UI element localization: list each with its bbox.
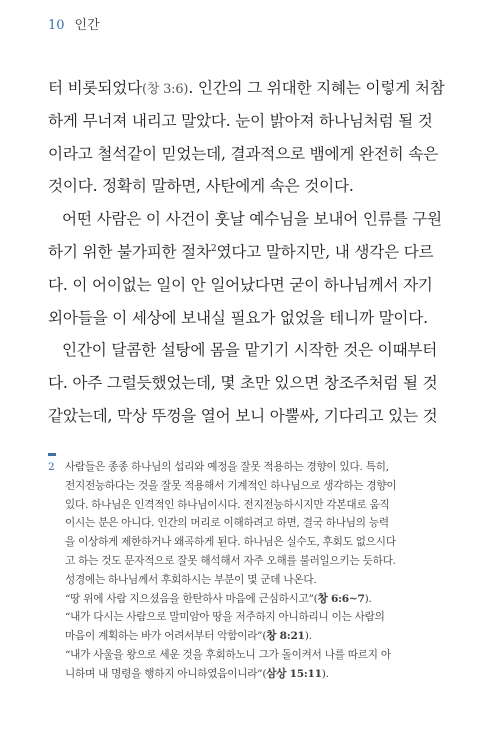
text-run: . 인간의 그 위대한 지혜는 이렇게 처참: [188, 79, 445, 97]
footnote-line: 전지전능하다는 것을 잘못 적용해서 기계적인 하나님으로 생각하는 경향이: [65, 479, 397, 492]
scripture-ref: 창 8:21: [266, 630, 305, 643]
body-line: [48, 72, 458, 105]
body-line: 외아들을 이 세상에 보내실 필요가 없었을 테니까 말이다.: [48, 308, 428, 327]
footnote-line: 사람들은 종종 하나님의 섭리와 예정을 잘못 적용하는 경향이 있다. 특히,: [65, 461, 389, 473]
footnote-divider: [48, 453, 56, 456]
text-run: 마음이 계획하는 바가 어려서부터 악함이라”(: [65, 630, 267, 643]
footnote-marker[interactable]: 2: [210, 243, 217, 254]
page-number: 10: [48, 18, 65, 33]
footnote-line: [65, 627, 464, 646]
footnote-line: 고 하는 것도 문자적으로 잘못 해석해서 자주 오해를 불러일으키는 듯하다.: [65, 554, 396, 567]
body-line: 같았는데, 막상 뚜껑을 열어 보니 아뿔싸, 기다리고 있는 것: [48, 406, 438, 425]
text-run: 터 비롯되었다: [48, 79, 142, 97]
running-header: [48, 14, 100, 33]
body-line: 하게 무너져 내리고 말았다. 눈이 밝아져 하나님처럼 될 것: [48, 111, 433, 130]
footnote-line: [65, 590, 464, 609]
scripture-ref: (창 3:6): [141, 82, 189, 97]
text-run: “땅 위에 사람 지으셨음을 한탄하사 마음에 근심하시고”(: [65, 592, 318, 605]
body-line: 것이다. 정확히 말하면, 사탄에게 속은 것이다.: [48, 177, 354, 196]
footnote-line: [65, 665, 464, 684]
footnotes: [48, 458, 464, 684]
body-line: 어떤 사람은 이 사건이 훗날 예수님을 보내어 인류를 구원: [62, 210, 442, 229]
footnote-line: 성경에는 하나님께서 후회하시는 부분이 몇 군데 나온다.: [65, 573, 317, 586]
body-line: 이라고 철석같이 믿었는데, 결과적으로 뱀에게 완전히 속은: [48, 144, 439, 163]
chapter-title: 인간: [74, 18, 100, 33]
text-run: ).: [321, 667, 329, 680]
body-line: 다. 이 어이없는 일이 안 일어났다면 굳이 하나님께서 자기: [48, 275, 433, 294]
footnote-number: 2: [48, 461, 55, 473]
footnote-line: 있다. 하나님은 인격적인 하나님이시다. 전지전능하시지만 각본대로 움직: [65, 498, 390, 511]
footnote-line: 을 이상하게 제한하거나 왜곡하게 된다. 하나님은 실수도, 후회도 없으시다: [65, 536, 396, 549]
text-run: ).: [304, 630, 312, 643]
body-line: 인간이 달콤한 설탕에 몸을 맡기기 시작한 것은 이때부터: [62, 341, 438, 360]
scripture-ref: 삼상 15:11: [266, 667, 322, 680]
footnote: [48, 458, 464, 684]
text-run: 니하며 내 명령을 행하지 아니하였음이니라”(: [65, 667, 267, 680]
footnote-line: “내가 사울을 왕으로 세운 것을 후회하노니 그가 돌이켜서 나를 따르지 아: [65, 648, 391, 661]
scripture-ref: 창 6:6~7: [317, 592, 365, 605]
text-run: 하기 위한 불가피한 절차: [48, 242, 211, 261]
body-line: [48, 236, 458, 269]
body-text: [48, 72, 458, 433]
footnote-line: 이시는 분은 아니다. 인간의 머리로 이해하려고 하면, 결국 하나님의 능력: [65, 517, 389, 530]
text-run: ).: [364, 592, 372, 605]
footnote-body: [65, 458, 464, 684]
text-run: 였다고 말하지만, 내 생각은 다르: [216, 242, 434, 261]
body-line: 다. 아주 그럴듯했었는데, 몇 초만 있으면 창조주처럼 될 것: [48, 374, 438, 393]
footnote-line: “내가 다시는 사람으로 말미암아 땅을 저주하지 아니하리니 이는 사람의: [65, 611, 385, 624]
